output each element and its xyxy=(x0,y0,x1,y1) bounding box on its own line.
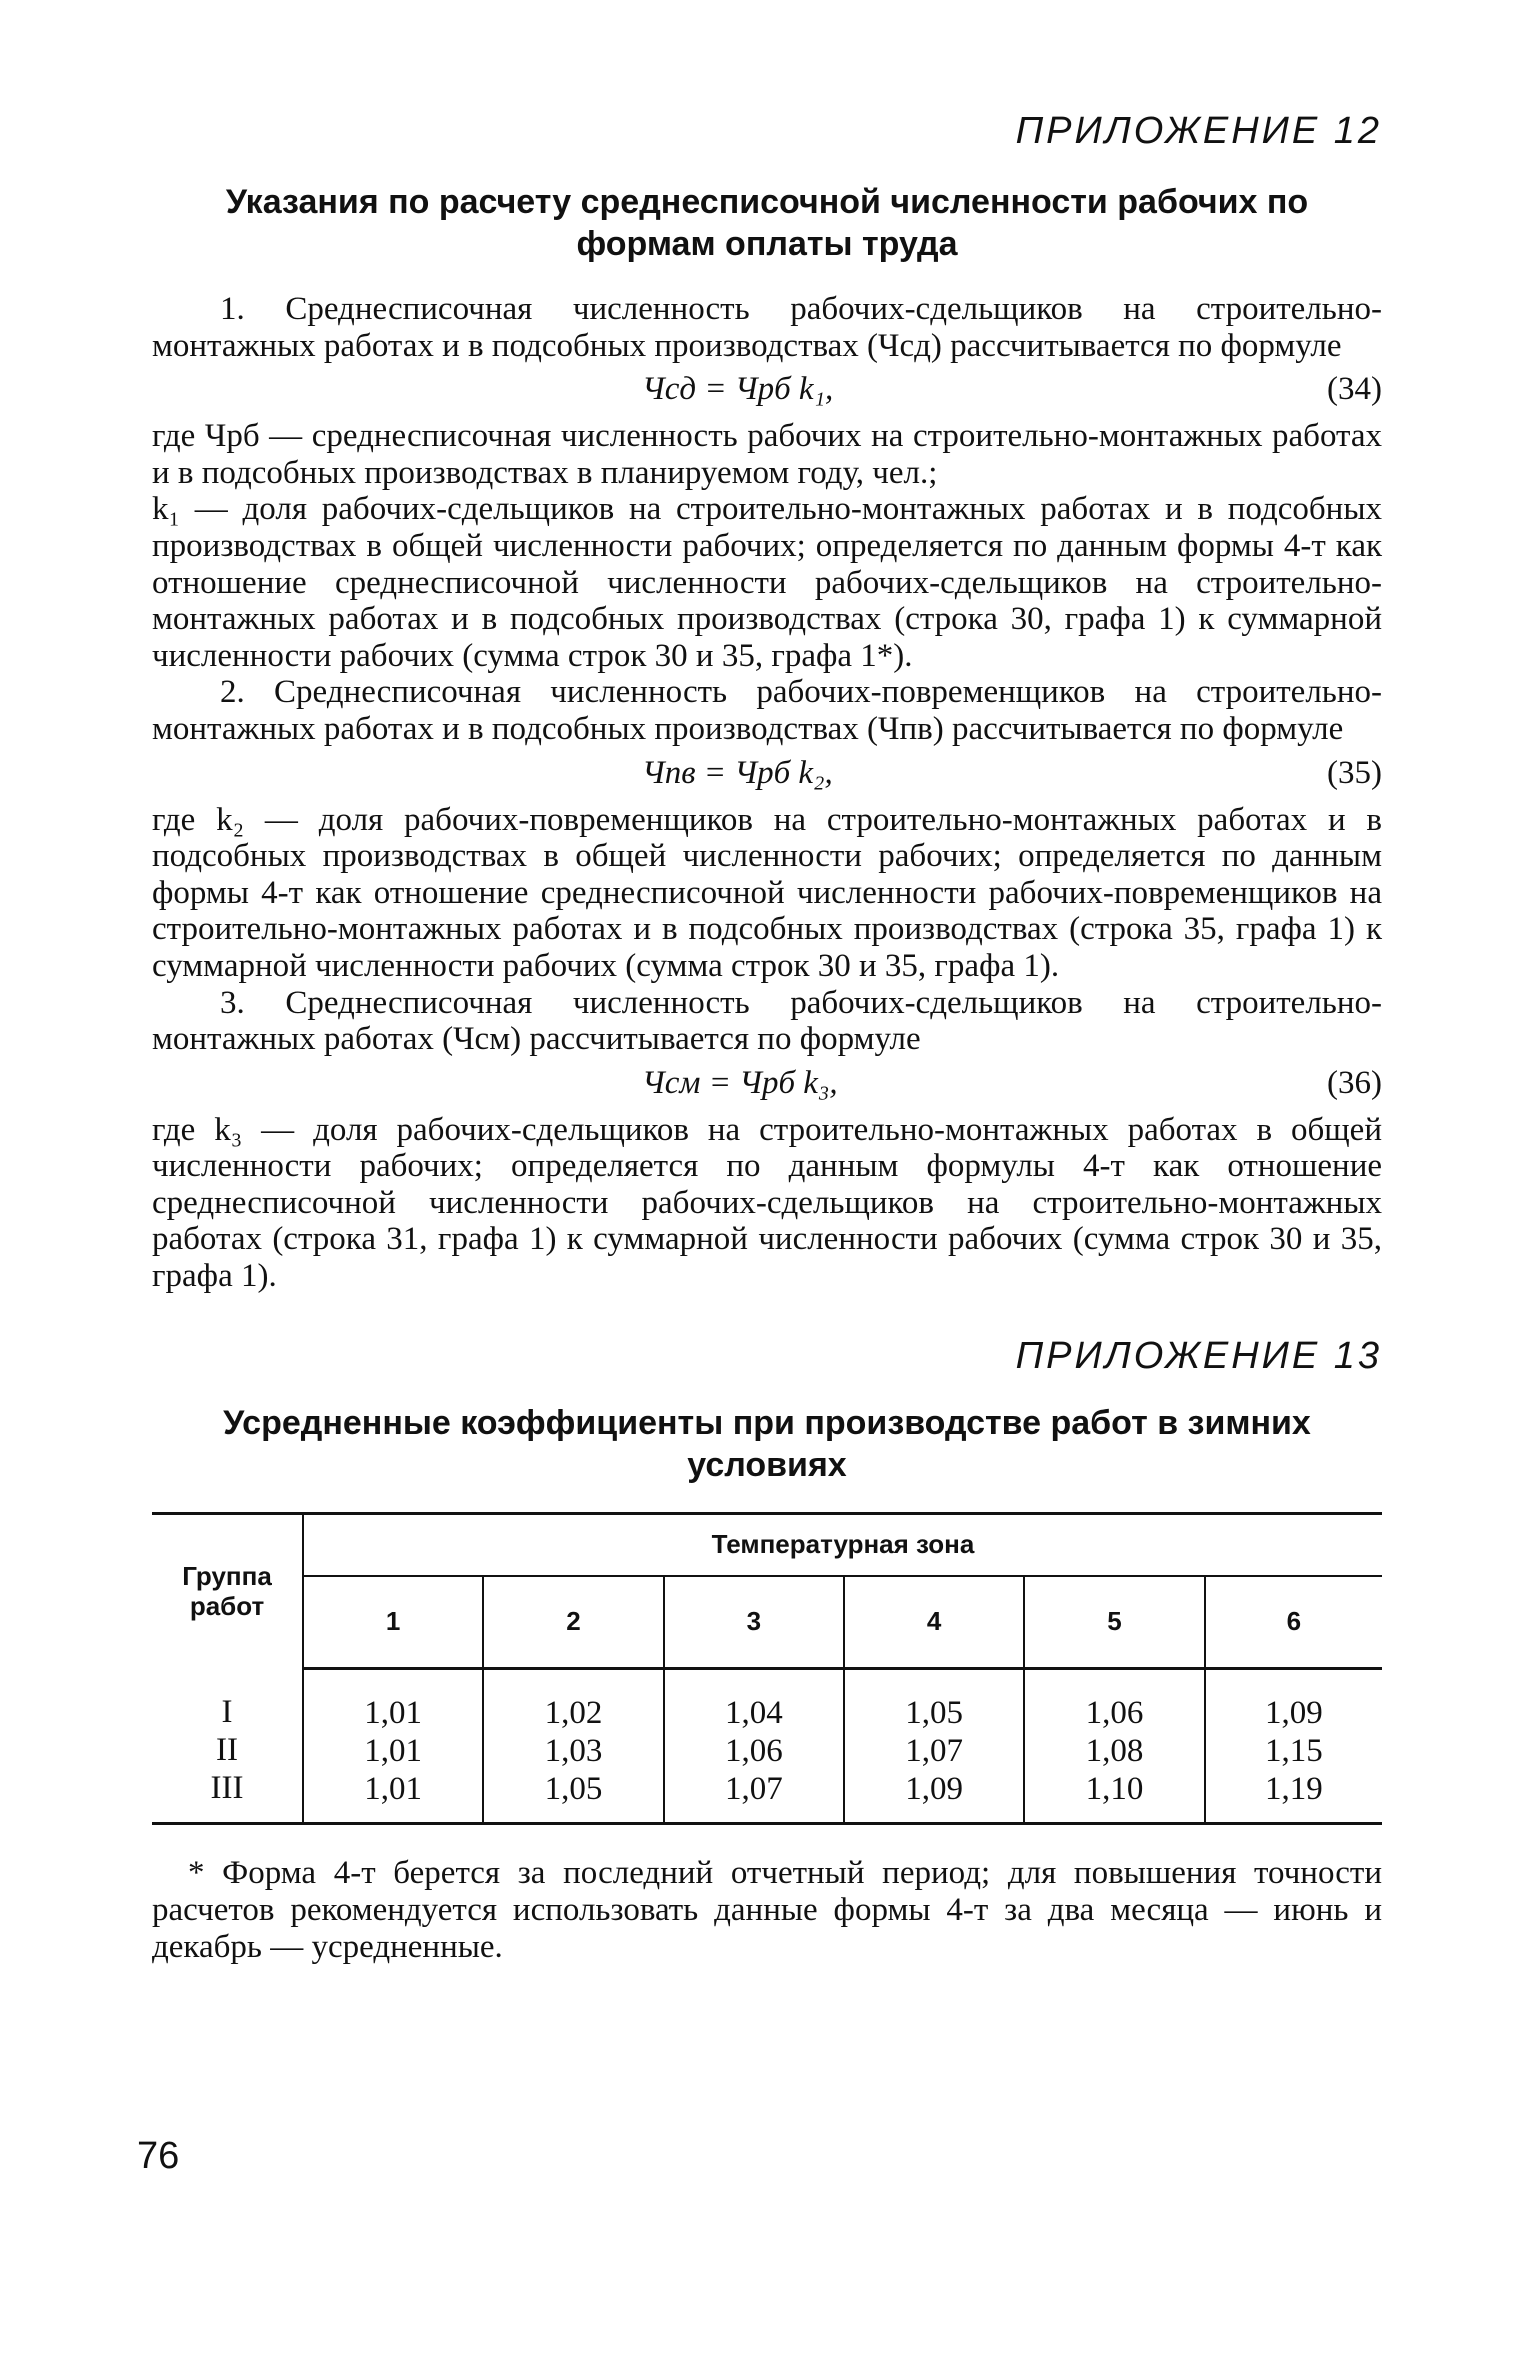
page-number: 76 xyxy=(137,2135,180,2177)
appendix-12-title: Указания по расчету среднесписочной численности рабочих по формам оплаты труда xyxy=(225,183,1309,263)
coefficient-value: 1,09 xyxy=(905,1770,964,1807)
footnote: * Форма 4-т берется за последний отчетный период; для повышения точности расчетов рекомендуется использовать данные формы 4-т за два месяца — июнь и декабрь — усредненные. xyxy=(152,1854,1382,1965)
appendix-13-title: Усредненные коэффициенты при производстве работ в зимних условиях xyxy=(223,1403,1311,1484)
group-label: II xyxy=(216,1731,238,1768)
appendix-13-header: ПРИЛОЖЕНИЕ 13 xyxy=(1015,1334,1382,1377)
formula-34-number: (34) xyxy=(1327,371,1382,408)
table-cell-zone-4 xyxy=(844,1668,1024,1823)
table-cell-zone-3 xyxy=(664,1668,844,1823)
where-definition-3: где k₂ — доля рабочих-повременщиков на строительно-монтажных работах и в подсобных производствах в общей численности рабочих; определяется по данным формы 4-т как отношение среднесписочной численности рабочих-повременщиков на строительно-монтажных работах и в подсобных производствах (строка 35, графа 1) к суммарной численности рабочих (сумма строк 30 и 35, графа 1). xyxy=(152,801,1382,984)
coefficient-value: 1,05 xyxy=(544,1770,603,1807)
coefficient-value: 1,02 xyxy=(544,1694,603,1731)
coefficient-value: 1,07 xyxy=(905,1732,964,1769)
coefficient-value: 1,10 xyxy=(1085,1770,1144,1807)
group-label: III xyxy=(210,1769,244,1806)
where-definition-1: где Чрб — среднесписочная численность рабочих на строительно-монтажных работах и в подсобных производствах в планируемом году, чел.; xyxy=(152,418,1382,491)
coefficient-value: 1,03 xyxy=(544,1732,603,1769)
formula-35-row xyxy=(152,752,1382,794)
paragraph-1: 1. Среднесписочная численность рабочих-сдельщиков на строительно-монтажных работах и в подсобных производствах (Чсд) рассчитывается по формуле xyxy=(152,291,1382,364)
formula-35-number: (35) xyxy=(1327,754,1382,791)
coefficient-value: 1,08 xyxy=(1085,1732,1144,1769)
table-cell-zone-5 xyxy=(1024,1668,1204,1823)
coefficient-value: 1,19 xyxy=(1264,1770,1323,1807)
coefficient-value: 1,05 xyxy=(905,1694,964,1731)
formula-36: Чсм = Чрб k₃, xyxy=(642,1064,838,1101)
table-cell-zone-2 xyxy=(483,1668,663,1823)
table-header-zone-2: 2 xyxy=(483,1576,663,1669)
where-definition-2: k₁ — доля рабочих-сдельщиков на строительно-монтажных работах и в подсобных производствах в общей численности рабочих; определяется по данным формы 4-т как отношение среднесписочной численности рабочих-сдельщиков на строительно-монтажных работах и в подсобных производствах (строка 30, графа 1) к суммарной численности рабочих (сумма строк 30 и 35, графа 1*). xyxy=(152,491,1382,674)
coefficient-value: 1,09 xyxy=(1264,1694,1323,1731)
paragraph-2: 2. Среднесписочная численность рабочих-повременщиков на строительно-монтажных работах и в подсобных производствах (Чпв) рассчитывается по формуле xyxy=(152,674,1382,747)
document-page xyxy=(152,110,1382,1966)
coefficient-value: 1,01 xyxy=(364,1694,423,1731)
formula-34: Чсд = Чрб k₁, xyxy=(642,371,834,408)
coefficient-value: 1,15 xyxy=(1264,1732,1323,1769)
table-header-group: Группа работ xyxy=(152,1513,303,1668)
table-header-zone-6: 6 xyxy=(1205,1576,1382,1669)
coefficient-value: 1,06 xyxy=(1085,1694,1144,1731)
formula-36-row xyxy=(152,1062,1382,1104)
table-header-zone: Температурная зона xyxy=(303,1513,1382,1576)
table-header-zone-5: 5 xyxy=(1024,1576,1204,1669)
table-cell-groups xyxy=(152,1668,303,1823)
where-definition-4: где k₃ — доля рабочих-сдельщиков на строительно-монтажных работах в общей численности рабочих; определяется по данным формулы 4-т как отношение среднесписочной численности рабочих-сдельщиков на строительно-монтажных работах (строка 31, графа 1) к суммарной численности рабочих (сумма строк 30 и 35, графа 1). xyxy=(152,1111,1382,1295)
coefficients-table xyxy=(152,1512,1382,1825)
paragraph-3: 3. Среднесписочная численность рабочих-сдельщиков на строительно-монтажных работах (Чсм) рассчитывается по формуле xyxy=(152,984,1382,1058)
table-header-zone-1: 1 xyxy=(303,1576,483,1669)
appendix-12-header: ПРИЛОЖЕНИЕ 12 xyxy=(1015,110,1382,152)
formula-36-number: (36) xyxy=(1327,1064,1382,1101)
coefficient-value: 1,06 xyxy=(724,1732,783,1769)
group-label: I xyxy=(221,1693,233,1730)
coefficient-value: 1,07 xyxy=(724,1770,783,1807)
formula-35: Чпв = Чрб k₂, xyxy=(642,754,833,791)
formula-34-row xyxy=(152,368,1382,410)
table-header-zone-3: 3 xyxy=(664,1576,844,1669)
coefficient-value: 1,01 xyxy=(364,1732,423,1769)
coefficient-value: 1,01 xyxy=(364,1770,423,1807)
table-row xyxy=(152,1668,1382,1823)
coefficient-value: 1,04 xyxy=(724,1694,783,1731)
table-cell-zone-1 xyxy=(303,1668,483,1823)
table-header-zone-4: 4 xyxy=(844,1576,1024,1669)
table-cell-zone-6 xyxy=(1205,1668,1382,1823)
